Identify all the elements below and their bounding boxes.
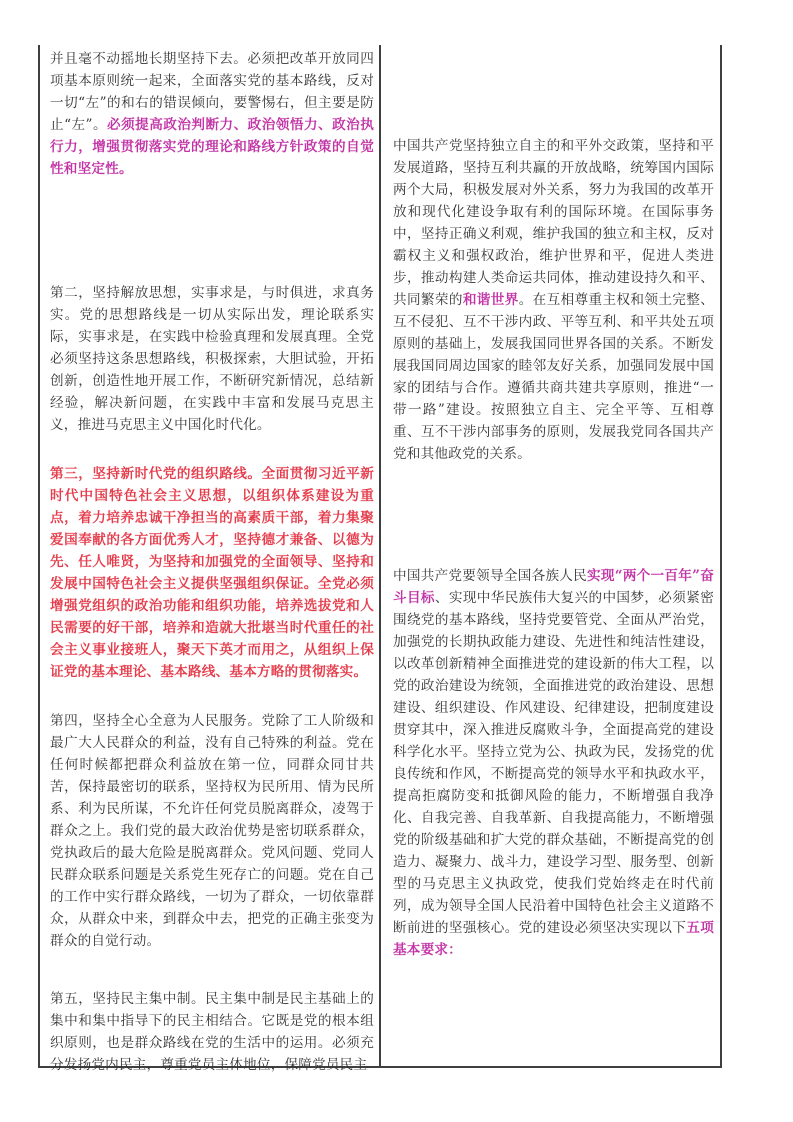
text-segment: 第三，坚持新时代党的组织路线。全面贯彻习近平新时代中国特色社会主义思想，以组织体系建设为重点，着力培养忠诚干净担当的高素质干部，着力集聚爱国奉献的各方面优秀人才，坚持德才兼备、以德为先、任人唯贤，为坚持和加强党的全面领导、坚持和发展中国特色社会主义提供坚强组织保证。全党必须增强党组织的政治功能和组织功能，培养选拔党和人民需要的好干部，培养和造就大批堪当时代重任的社会主义事业接班人，聚天下英才而用之，从组织上保证党的基本理论、基本路线、基本方略的贯彻落实。 — [50, 466, 374, 680]
text-segment: 。在互相尊重主权和领土完整、互不侵犯、互不干涉内政、平等互利、和平共处五项原则的基础上，发展我国同世界各国的关系。不断发展我国同周边国家的睦邻友好关系，加强同发展中国家的团结与合作。遵循共商共建共享原则，推进“一带一路”建设。按照独立自主、完全平等、互相尊重、互不干涉内部事务的原则，发展我党同各国共产党和其他政党的关系。 — [393, 292, 714, 462]
text-segment: 第二，坚持解放思想，实事求是，与时俱进，求真务实。党的思想路线是一切从实际出发，理论联系实际，实事求是，在实践中检验真理和发展真理。全党必须坚持这条思想路线，积极探索，大胆试验，开拓创新，创造性地开展工作，不断研究新情况，总结新经验，解决新问题，在实践中丰富和发展马克思主义，推进马克思主义中国化时代化。 — [50, 285, 374, 433]
paragraph — [393, 135, 714, 465]
left-column — [40, 45, 381, 1073]
text-segment: 和谐世界 — [462, 292, 519, 308]
text-segment: 中国共产党坚持独立自主的和平外交政策，坚持和平发展道路，坚持互利共赢的开放战略，统筹国内国际两个大局，积极发展对外关系，努力为我国的改革开放和现代化建设争取有利的国际环境。在国际事务中，坚持正确义利观，维护我国的独立和主权，反对霸权主义和强权政治，维护世界和平，促进人类进步，推动构建人类命运共同体，推动建设持久和平、共同繁荣的 — [393, 138, 714, 308]
text-segment: 、实现中华民族伟大复兴的中国梦，必须紧密围绕党的基本路线，坚持党要管党、全面从严治党，加强党的长期执政能力建设、先进性和纯洁性建设，以改革创新精神全面推进党的建设新的伟大工程，以党的政治建设为统领，全面推进党的政治建设、思想建设、组织建设、作风建设、纪律建设，把制度建设贯穿其中，深入推进反腐败斗争，全面提高党的建设科学化水平。坚持立党为公、执政为民，发扬党的优良传统和作风，不断提高党的领导水平和执政水平，提高拒腐防变和抵御风险的能力，不断增强自我净化、自我完善、自我革新、自我提高能力，不断增强党的阶级基础和扩大党的群众基础，不断提高党的创造力、凝聚力、战斗力，建设学习型、服务型、创新型的马克思主义执政党，使我们党始终走在时代前列，成为领导全国人民沿着中国特色社会主义道路不断前进的坚强核心。党的建设必须坚决实现以下 — [393, 590, 714, 936]
text-segment: 五项基本要求： — [393, 920, 714, 958]
paragraph — [50, 48, 374, 180]
text-segment: 必须提高政治判断力、政治领悟力、政治执行力，增强贯彻落实党的理论和路线方针政策的自觉性和坚定性。 — [50, 117, 374, 177]
paragraph — [50, 282, 374, 436]
text-segment: 中国共产党要领导全国各族人民 — [393, 568, 588, 584]
text-segment: 第五，坚持民主集中制。民主集中制是民主基础上的集中和集中指导下的民主相结合。它既是党的根本组织原则，也是群众路线在党的生活中的运用。必须充分发扬党内民主，尊重党员主体地位，保障党员民主 — [50, 991, 374, 1073]
text-segment: 第四，坚持全心全意为人民服务。党除了工人阶级和最广大人民群众的利益，没有自己特殊的利益。党在任何时候都把群众利益放在第一位，同群众同甘共苦，保持最密切的联系，坚持权为民所用、情为民所系、利为民所谋，不允许任何党员脱离群众，凌驾于群众之上。我们党的最大政治优势是密切联系群众，党执政后的最大危险是脱离群众。党风问题、党同人民群众联系问题是关系党生死存亡的问题。党在自己的工作中实行群众路线，一切为了群众，一切依靠群众，从群众中来，到群众中去，把党的正确主张变为群众的自觉行动。 — [50, 713, 374, 949]
text-segment: 实现“两个一百年”奋斗目标 — [393, 568, 714, 606]
paragraph — [50, 988, 374, 1076]
document-comparison-table — [38, 45, 722, 1073]
paragraph — [50, 710, 374, 952]
paragraph — [393, 565, 714, 961]
right-column — [381, 45, 720, 1066]
paragraph — [50, 463, 374, 683]
text-segment: 并且毫不动摇地长期坚持下去。必须把改革开放同四项基本原则统一起来，全面落实党的基本路线，反对一切“左”的和右的错误倾向，要警惕右，但主要是防止“左”。 — [50, 51, 374, 133]
